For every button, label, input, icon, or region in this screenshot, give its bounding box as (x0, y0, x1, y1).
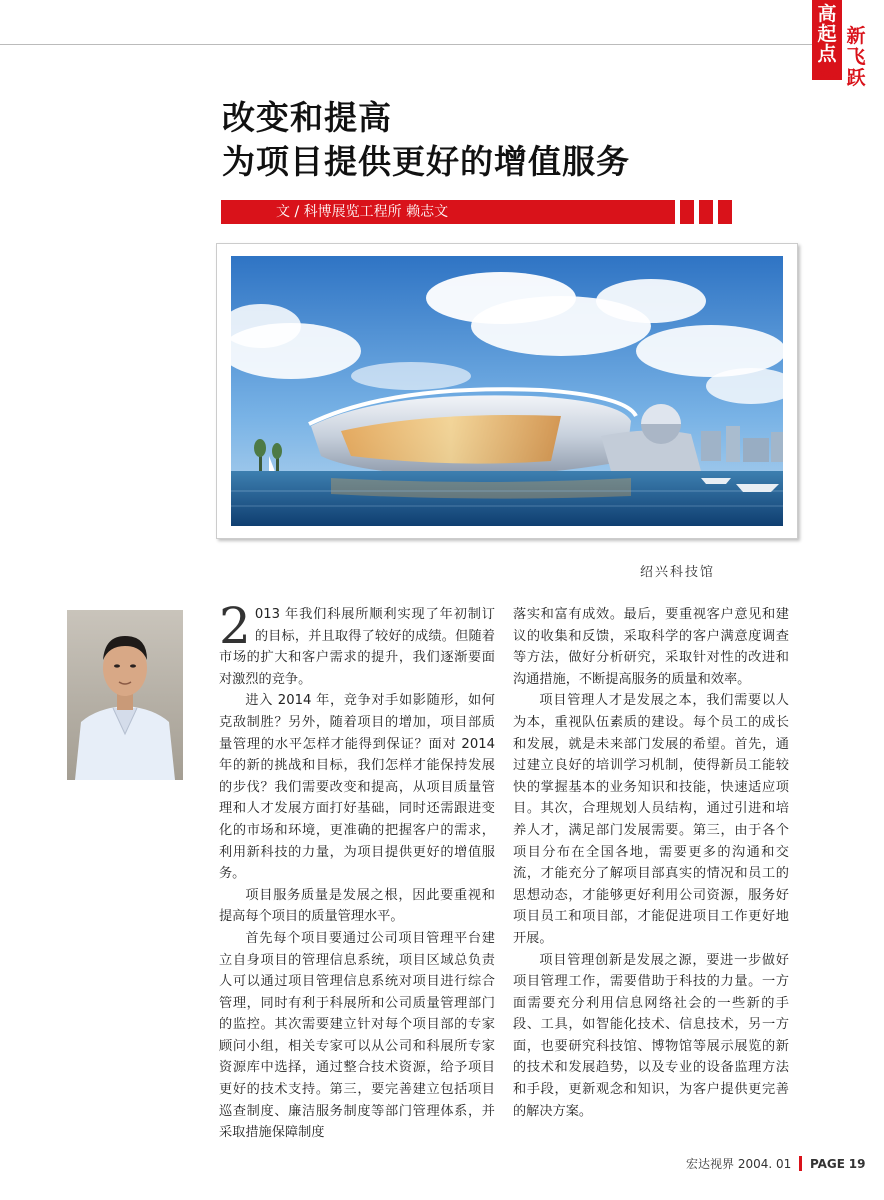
paragraph: 项目服务质量是发展之根，因此要重视和提高每个项目的质量管理水平。 (219, 887, 495, 925)
badge-year: 2014 (812, 70, 840, 81)
paragraph: 项目管理人才是发展之本，我们需要以人为本，重视队伍素质的建设。每个员工的成长和发展，就是未来部门发展的希望。首先，通过建立良好的培训学习机制，使得新员工能较快的掌握基本的业务知识和技能，快速适应项目。其次，合理规划人员结构，通过引进和培养人才，满足部门发展需要。第三，由于各个项目分布在全国各地，需要更多的沟通和交流，才能充分了解项目部真实的情况和员工的思想动态，才能够更好利用公司资源，服务好项目员工和项目部，才能促进项目工作更好地开展。 (513, 693, 789, 946)
article-title (222, 96, 630, 184)
title-line-2: 为项目提供更好的增值服务 (222, 142, 630, 181)
photo-frame (216, 243, 798, 539)
byline-block-1 (680, 200, 694, 224)
page-footer (686, 1156, 866, 1172)
building-photo (231, 256, 783, 526)
dropcap: 2 (219, 597, 251, 655)
page-label: PAGE (809, 1157, 845, 1171)
footer-separator (799, 1156, 802, 1171)
article-column-2 (513, 604, 789, 1122)
paragraph: 项目管理创新是发展之源，要进一步做好项目管理工作，需要借助于科技的力量。一方面需要充分利用信息网络社会的一些新的手段、工具，如智能化技术、信息技术，另一方面，也要研究科技馆、博物馆等展示展览的新的技术和发展趋势，以及专业的设备监理方法和手段，更新观念和知识，为客户提供更完善的解决方案。 (513, 952, 789, 1119)
article-column-1 (219, 597, 495, 1144)
header-rule (0, 44, 820, 45)
author-portrait (67, 610, 183, 780)
issue-number: 2004. 01 (737, 1157, 792, 1171)
magazine-name: 宏达视界 (686, 1157, 735, 1171)
title-line-1: 改变和提高 (222, 98, 392, 137)
paragraph: 落实和富有成效。最后，要重视客户意见和建议的收集和反馈，采取科学的客户满意度调查等方法，做好分析研究，采取针对性的改进和沟通措施，不断提高服务的质量和效率。 (513, 607, 789, 687)
byline: 文 / 科博展览工程所 赖志文 (276, 204, 449, 220)
byline-block-3 (718, 200, 732, 224)
badge-vertical-text-red: 高起点 (817, 3, 837, 65)
page-number: 19 (848, 1157, 866, 1171)
paragraph: 首先每个项目要通过公司项目管理平台建立自身项目的管理信息系统，项目区域总负责人可以通过项目管理信息系统对项目进行综合管理，同时有利于科展所和公司质量管理部门的监控。其次需要建立针对每个项目部的专家顾问小组，相关专家可以从公司和科展所专家资源库中选择，通过整合技术资源，给予项目更好的技术支持。第三，要完善建立包括项目巡查制度、廉洁服务制度等部门管理体系，并采取措施保障制度 (219, 930, 495, 1141)
paragraph: 2 013 年我们科展所顺利实现了年初制订的目标，并且取得了较好的成绩。但随着市场的扩大和客户需求的提升，我们逐渐要面对激烈的竞争。 (219, 597, 495, 687)
section-badge (812, 0, 884, 92)
photo-caption: 绍兴科技馆 (640, 565, 716, 580)
byline-block-2 (699, 200, 713, 224)
badge-vertical-text: 新飞跃 (846, 25, 866, 89)
paragraph: 进入 2014 年，竞争对手如影随形，如何克敌制胜？另外，随着项目的增加，项目部质量管理的水平怎样才能得到保证？面对 2014 年的新的挑战和目标，我们怎样才能保持发展的步伐？我们需要改变和提高，从项目质量管理和人才发展方面打好基础，同时还需跟进变化的市场和环境，更准确的把握客户的需求，利用新科技的力量，为项目提供更好的增值服务。 (219, 693, 495, 882)
